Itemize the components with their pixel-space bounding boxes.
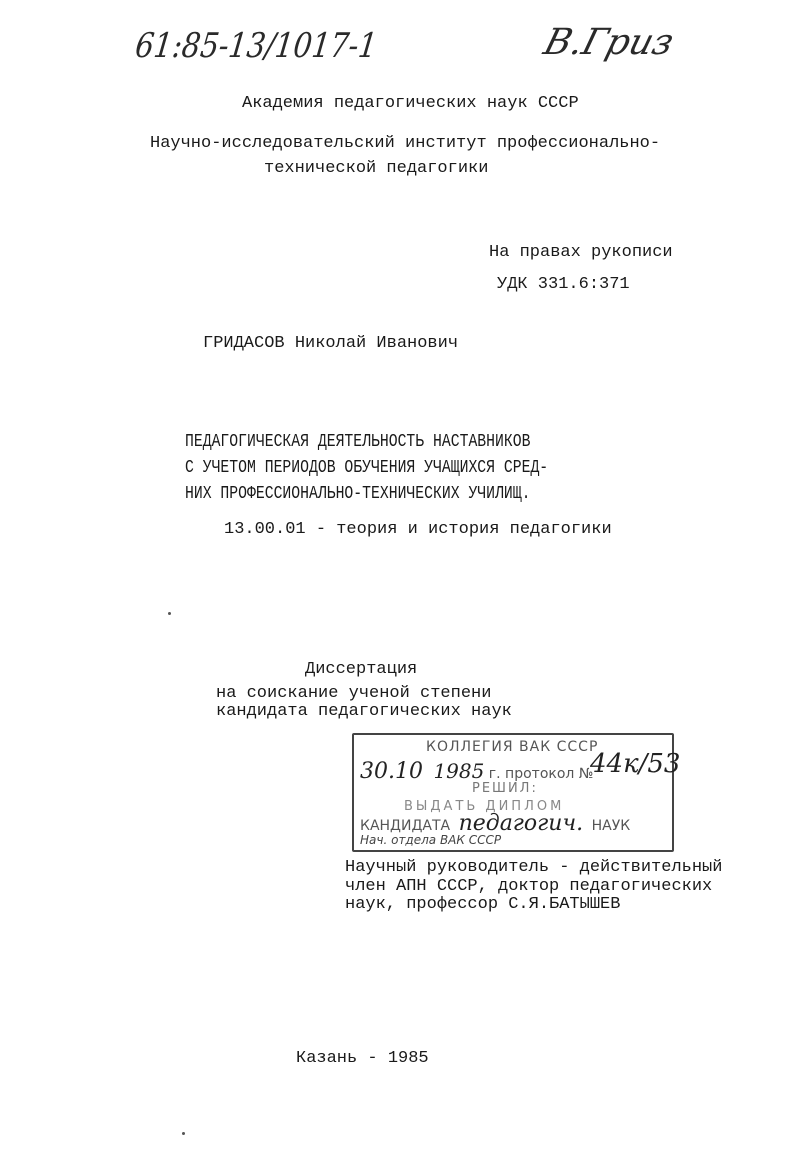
scan-speck — [168, 612, 171, 615]
stamp-protocol-number-handwritten: 44к/53 — [590, 749, 681, 779]
stamp-date-handwritten: 30.10 — [360, 759, 423, 784]
archive-number-handwritten: 61:85-13/1017-1 — [133, 26, 380, 66]
scan-speck — [182, 1132, 185, 1135]
specialty-code: 13.00.01 - теория и история педагогики — [224, 520, 612, 539]
vak-stamp — [352, 733, 681, 852]
degree-line1: на соискание ученой степени — [216, 684, 492, 703]
degree-line2: кандидата педагогических наук — [216, 702, 512, 721]
academy-name: Академия педагогических наук СССР — [242, 94, 579, 113]
supervisor-line2: член АПН СССР, доктор педагогических — [345, 877, 713, 896]
author-name: ГРИДАСОВ Николай Иванович — [203, 334, 459, 353]
manuscript-rights: На правах рукописи — [489, 243, 673, 262]
dissertation-title-line1: ПЕДАГОГИЧЕСКАЯ ДЕЯТЕЛЬНОСТЬ НАСТАВНИКОВ — [185, 432, 531, 452]
institute-name-line2: технической педагогики — [264, 159, 489, 178]
dissertation-title-line3: НИХ ПРОФЕССИОНАЛЬНО-ТЕХНИЧЕСКИХ УЧИЛИЩ. — [185, 484, 531, 504]
stamp-line-collegium: КОЛЛЕГИЯ ВАК СССР — [426, 739, 599, 755]
stamp-year-handwritten: 1985 — [433, 759, 485, 783]
supervisor-line3: наук, профессор С.Я.БАТЫШЕВ — [345, 895, 621, 914]
signature-handwritten: В.Гриз — [539, 22, 679, 63]
place-and-year: Казань - 1985 — [296, 1049, 429, 1068]
stamp-degree-suffix: НАУК — [591, 818, 631, 834]
udc-code: УДК 331.6:371 — [497, 275, 630, 294]
stamp-line-head-of-department: Нач. отдела ВАК СССР — [360, 833, 502, 847]
dissertation-heading: Диссертация — [305, 660, 418, 679]
supervisor-line1: Научный руководитель - действительный — [345, 858, 723, 877]
stamp-field-handwritten: педагогич. — [458, 811, 584, 836]
stamp-line-decided: РЕШИЛ: — [472, 781, 538, 796]
dissertation-title-line2: С УЧЕТОМ ПЕРИОДОВ ОБУЧЕНИЯ УЧАЩИХСЯ СРЕД- — [185, 458, 549, 478]
stamp-line-issue-diploma: ВЫДАТЬ ДИПЛОМ — [404, 799, 565, 814]
institute-name-line1: Научно-исследовательский институт профессионально- — [150, 134, 661, 153]
stamp-protocol-label: г. протокол № — [488, 766, 594, 782]
stamp-degree-prefix: КАНДИДАТА — [360, 818, 451, 834]
